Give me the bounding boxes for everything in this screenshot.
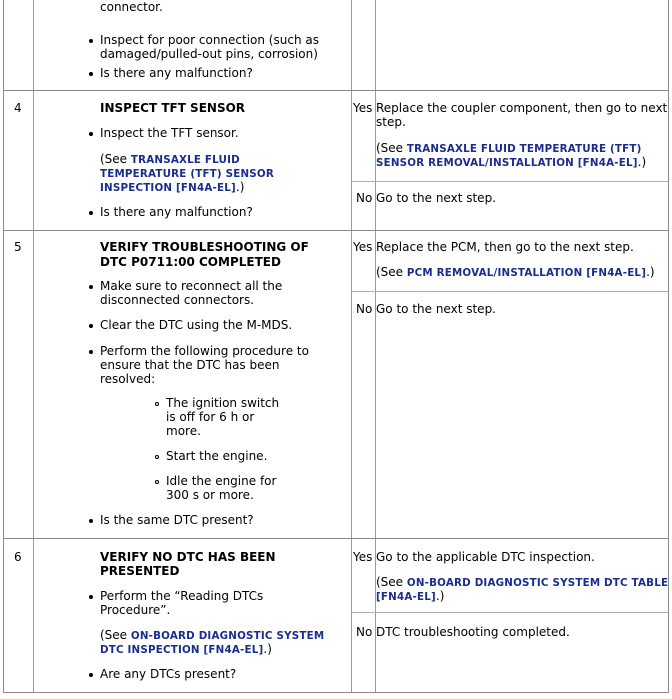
cell-text: Is there any malfunction? bbox=[100, 205, 253, 219]
bullet-icon bbox=[89, 350, 93, 354]
bullet-icon bbox=[89, 285, 93, 289]
bullet-icon bbox=[89, 519, 93, 523]
link-obd-dtc-table[interactable]: ON-BOARD DIAGNOSTIC SYSTEM DTC TABLE bbox=[406, 577, 669, 589]
circle-bullet-icon bbox=[155, 480, 159, 484]
cell-text: damaged/pulled-out pins, corrosion) bbox=[100, 47, 318, 61]
see-suffix: .) bbox=[263, 642, 272, 656]
no-label: No bbox=[356, 302, 373, 316]
see-prefix: (See bbox=[100, 152, 131, 166]
no-text: Go to the next step. bbox=[376, 191, 496, 205]
see-suffix: .) bbox=[235, 180, 245, 194]
yes-text: step. bbox=[376, 115, 406, 129]
cell-text: Inspect the TFT sensor. bbox=[100, 126, 239, 140]
link-tft-inspection[interactable]: INSPECTION [FN4A-EL] bbox=[100, 182, 236, 194]
see-suffix: .) bbox=[646, 265, 655, 279]
see-prefix: (See bbox=[376, 141, 407, 155]
no-text: Go to the next step. bbox=[376, 302, 496, 316]
yes-label: Yes bbox=[353, 240, 373, 254]
cell-text: is off for 6 h or bbox=[166, 410, 255, 424]
row-divider bbox=[4, 230, 668, 231]
column-divider bbox=[351, 0, 352, 692]
link-pcm-removal[interactable]: PCM REMOVAL/INSTALLATION [FN4A-EL] bbox=[406, 267, 647, 279]
step-number: 6 bbox=[14, 550, 22, 564]
cell-text: Is the same DTC present? bbox=[100, 513, 254, 527]
yes-text: Replace the PCM, then go to the next step. bbox=[376, 240, 634, 254]
yes-see-reference bbox=[376, 575, 668, 590]
see-prefix: (See bbox=[376, 265, 407, 279]
cell-text: Make sure to reconnect all the bbox=[100, 279, 283, 293]
step-number: 4 bbox=[14, 101, 22, 115]
yes-text: Go to the applicable DTC inspection. bbox=[376, 550, 595, 564]
cell-text: disconnected connectors. bbox=[100, 293, 255, 307]
see-reference bbox=[100, 628, 324, 643]
yes-label: Yes bbox=[353, 550, 373, 564]
yes-see-reference bbox=[376, 265, 655, 280]
no-label: No bbox=[356, 191, 373, 205]
yes-text: Replace the coupler component, then go to next bbox=[376, 101, 668, 115]
yes-label: Yes bbox=[353, 101, 373, 115]
cell-text: ensure that the DTC has been bbox=[100, 358, 280, 372]
cell-text: Are any DTCs present? bbox=[100, 667, 237, 681]
row-divider bbox=[4, 90, 668, 91]
bullet-icon bbox=[89, 673, 93, 677]
circle-bullet-icon bbox=[155, 402, 159, 406]
cell-text: Perform the following procedure to bbox=[100, 344, 309, 358]
bullet-icon bbox=[89, 595, 93, 599]
column-divider bbox=[33, 0, 34, 692]
yes-no-divider bbox=[352, 612, 668, 613]
link-obd-dtc-table[interactable]: [FN4A-EL] bbox=[376, 591, 436, 603]
cell-text: The ignition switch bbox=[166, 396, 280, 410]
link-tft-removal[interactable]: SENSOR REMOVAL/INSTALLATION [FN4A-EL] bbox=[376, 157, 638, 169]
cell-text: Procedure”. bbox=[100, 603, 171, 617]
yes-see-reference bbox=[376, 141, 642, 156]
bullet-icon bbox=[89, 39, 93, 43]
yes-no-divider bbox=[352, 291, 668, 292]
step-title: VERIFY TROUBLESHOOTING OF bbox=[100, 240, 309, 254]
no-text: DTC troubleshooting completed. bbox=[376, 625, 570, 639]
cell-text: connector. bbox=[100, 0, 163, 14]
cell-text: 300 s or more. bbox=[166, 488, 254, 502]
step-title: DTC P0711:00 COMPLETED bbox=[100, 255, 281, 269]
circle-bullet-icon bbox=[155, 455, 159, 459]
see-reference bbox=[100, 152, 240, 167]
yes-see-reference-cont bbox=[376, 589, 444, 604]
step-title: INSPECT TFT SENSOR bbox=[100, 101, 246, 115]
link-tft-inspection[interactable]: TRANSAXLE FLUID bbox=[130, 154, 240, 166]
see-reference-cont bbox=[100, 166, 274, 181]
yes-no-divider bbox=[352, 181, 668, 182]
see-reference-cont bbox=[100, 180, 244, 195]
see-suffix: .) bbox=[637, 155, 647, 169]
cell-text: Start the engine. bbox=[166, 449, 268, 463]
link-obd-dtc-inspection[interactable]: ON-BOARD DIAGNOSTIC SYSTEM bbox=[130, 630, 325, 642]
link-tft-removal[interactable]: TRANSAXLE FLUID TEMPERATURE (TFT) bbox=[406, 143, 642, 155]
cell-text: Idle the engine for bbox=[166, 474, 277, 488]
cell-text: more. bbox=[166, 424, 201, 438]
cell-text: Is there any malfunction? bbox=[100, 66, 253, 80]
row-divider bbox=[4, 538, 668, 539]
cell-text: Clear the DTC using the M-MDS. bbox=[100, 318, 293, 332]
bullet-icon bbox=[89, 324, 93, 328]
link-obd-dtc-inspection[interactable]: DTC INSPECTION [FN4A-EL] bbox=[100, 644, 264, 656]
step-number: 5 bbox=[14, 240, 22, 254]
see-prefix: (See bbox=[376, 575, 407, 589]
step-title: PRESENTED bbox=[100, 564, 180, 578]
bullet-icon bbox=[89, 132, 93, 136]
link-tft-inspection[interactable]: TEMPERATURE (TFT) SENSOR bbox=[100, 168, 274, 180]
see-reference-cont bbox=[100, 642, 272, 657]
cell-text: Inspect for poor connection (such as bbox=[100, 33, 319, 47]
no-label: No bbox=[356, 625, 373, 639]
cell-text: resolved: bbox=[100, 372, 156, 386]
bullet-icon bbox=[89, 72, 93, 76]
bullet-icon bbox=[89, 211, 93, 215]
step-title: VERIFY NO DTC HAS BEEN bbox=[100, 550, 276, 564]
yes-see-reference-cont bbox=[376, 155, 646, 170]
cell-text: Perform the “Reading DTCs bbox=[100, 589, 264, 603]
see-suffix: .) bbox=[435, 589, 445, 603]
see-prefix: (See bbox=[100, 628, 131, 642]
